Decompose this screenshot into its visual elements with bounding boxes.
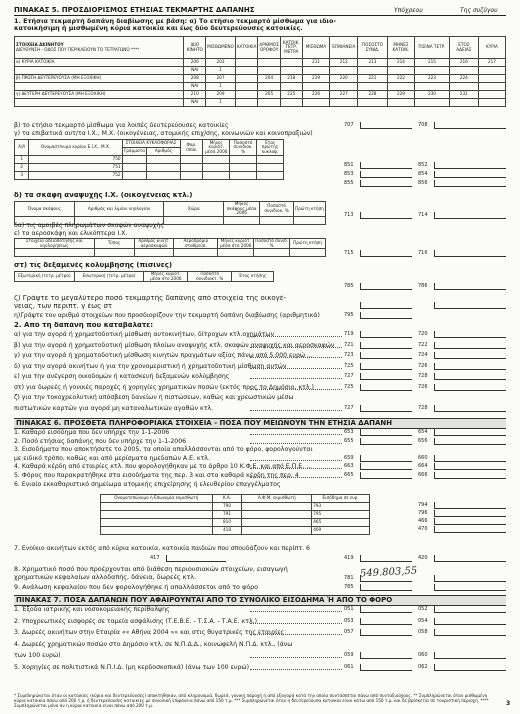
leader-dots	[250, 463, 342, 469]
amount-field[interactable]	[166, 555, 226, 562]
amount-field[interactable]	[434, 472, 506, 479]
pools-table	[14, 271, 274, 282]
code-cell: 224	[449, 75, 478, 83]
code-cell: 213	[358, 59, 388, 67]
code-label: 664	[418, 463, 428, 470]
cars-col-share: Ποσοστό συνιδιοκ. %	[230, 140, 257, 156]
code-label: 053	[344, 617, 354, 624]
residence-table: ΣΤΟΙΧΕΙΑ ΑΚΙΝΗΤΟΥ ΔΙΕΥΘΥΝΣΗ - ΟΔΟΣ ΠΟΥ ΠΕΡΙΚΛΕΙΟΥΝ ΤΟ ΤΕΤΡΑΓΩΝΟ **** ΙΔΙΟ ΚΙΝΗΤΟ ΜΙΣΘΩΜΕΝΟ ΚΑΤΟΙΚΙΑ ΑΡΙΘΜΟΣ ΟΡΟΦΟΥ ΚΑΤΟΙΚ. ΤΕΤΡ. ΜΕΤΡΑ ΜΙΣΘΩΜΑ ΕΠΙΦΑΝΕΙΑ ΠΟΣΟΣΤΟ ΣΥΝΙΔ. ΜΗΝΕΣ ΚΑΤΟΙΚ. ΠΙΣΙΝΑ ΤΕΤΡ. ΕΤΟΣ ΑΔΕΙΑΣ ΚΥΡΙΑ α) ΚΥΡΙΑ ΚΑΤΟΙΚΙΑ 206 203 211 212 213 214 215 216 217 NAI 1 β) ΠΡΩΤΗ ΔΕΥΤΕΡΕΥΟΥΣΑ (ΜΗ ΕΞΟΧΙΚΗ) 208 207 204 218 219 220 221 222 223 224 NAI 1 γ) ΔΕΥΤΕΡΗ ΔΕΥΤΕΡΕΥΟΥΣΑ (ΜΗ ΕΞΟΧΙΚΗ) 210 209 205 225 226 227 228 229 230 231 NAI 1	[14, 36, 506, 107]
aircraft-col-airport: Αεροδρόμιο σταθμεύσ.	[174, 239, 218, 249]
amount-field[interactable]	[360, 664, 412, 671]
code-cell: 230	[415, 91, 450, 99]
count-cell: 1	[206, 67, 236, 75]
column-spouse: Της συζύγου	[460, 7, 498, 14]
car-row-code: 750	[29, 156, 122, 164]
code-label: 853	[344, 171, 354, 177]
code-label: 054	[418, 617, 428, 624]
cars-col-year: Έτος πρώτης κυκλοφ.	[257, 140, 284, 156]
leader-dots	[250, 352, 342, 358]
amount-field[interactable]	[360, 405, 412, 412]
amount-field[interactable]	[434, 373, 506, 380]
code-label: 785	[344, 283, 354, 289]
lessor-ka-cell: 790	[212, 503, 242, 511]
amount-field[interactable]	[434, 342, 506, 349]
amount-field[interactable]	[360, 373, 412, 380]
amount-field[interactable]	[360, 122, 412, 129]
amount-field[interactable]	[360, 342, 412, 349]
code-cell: 231	[449, 91, 478, 99]
car-row-code: 752	[29, 172, 122, 180]
aircraft-col-engines: Αριθμός κινητ. αεροσκαφών	[134, 239, 174, 249]
table5-header	[14, 6, 506, 16]
code-label: 794	[418, 502, 428, 508]
code-label: 714	[418, 212, 428, 218]
code-label: 716	[418, 250, 428, 256]
s1h-line: η)Γράψτε τον αριθμό στοιχείων που προσδιορίζουν την τεκμαρτή δαπάνη διαβίωσης (αριθμητικά)	[14, 312, 320, 319]
item-text: των 100 ευρώ)	[14, 652, 61, 659]
amount-field[interactable]	[360, 629, 412, 636]
item-text: με ειδικό τρόπο, καθώς και από μερίσματα ημεδαπών Α.Ε. κτλ.	[14, 454, 210, 462]
code-label: 057	[344, 629, 354, 635]
leader-dots	[250, 472, 342, 478]
code-label: 659	[344, 454, 354, 461]
code-label: 061	[344, 663, 354, 670]
residence-table-header	[15, 37, 184, 59]
residence-row-label: β) ΠΡΩΤΗ ΔΕΥΤΕΡΕΥΟΥΣΑ (ΜΗ ΕΞΟΧΙΚΗ)	[15, 75, 184, 83]
code-cell: 219	[302, 75, 330, 83]
code-cell: 223	[415, 75, 450, 83]
s1d-line: δ) τα σκάφη αναψυχής Ι.Χ. (οικογένειας κτλ.)	[14, 192, 193, 199]
code-label: 058	[418, 629, 428, 635]
leader-dots	[250, 363, 342, 369]
code-label: 420	[418, 555, 428, 561]
leader-dots	[250, 429, 342, 435]
code-label: 660	[418, 454, 428, 461]
code-label: 655	[344, 437, 354, 444]
code-cell: 217	[478, 59, 505, 67]
section1-intro	[14, 18, 506, 33]
amount-field[interactable]	[434, 629, 506, 636]
code-cell: 209	[206, 91, 236, 99]
section1-line1: 1. Ετήσια τεκμαρτή δαπάνη διαβίωσης με βάση: α) Το ετήσιο τεκμαρτό μίσθωμα για ιδιο-	[14, 17, 337, 25]
code-label: 727	[344, 373, 354, 379]
amount-field[interactable]	[434, 555, 506, 562]
leader-dots	[250, 373, 342, 379]
code-label: 666	[418, 472, 428, 478]
code-label: 707	[344, 122, 354, 128]
t6-item8a: 8. Χρηματικό ποσό που προέρχονται από διάθεση περιουσιακών στοιχείων, εισαγωγή	[14, 566, 288, 573]
aircraft-col-license: Στοιχεία αδειοδότησης και νηολογήσεως	[15, 239, 95, 249]
amount-field[interactable]	[360, 352, 412, 359]
item-text: δ) για την αγορά ακινήτων ή για την χρονομεριστική ή χρηματοδοτική μίσθωση αυτών	[14, 362, 287, 370]
cars-col-letters: Γράμματα	[122, 148, 147, 156]
aircraft-col-type: Τύπος	[94, 239, 134, 249]
amount-field[interactable]	[434, 331, 506, 338]
code-label: 719	[344, 331, 354, 337]
code-cell: 204	[258, 75, 280, 83]
code-label: 721	[344, 341, 354, 348]
leader-dots	[250, 652, 342, 658]
cars-col-owner: Ονομαστ/νυμο κυρίου Ε.Ι.Χ., Μ.Χ.	[29, 140, 122, 156]
yes-cell: NAI	[184, 83, 206, 91]
code-cell: 212	[330, 59, 358, 67]
page-number: 3	[506, 700, 511, 707]
code-label: 466	[418, 518, 428, 524]
amount-field[interactable]	[434, 352, 506, 359]
yes-cell: NAI	[184, 67, 206, 75]
amount-field[interactable]	[360, 162, 412, 169]
boats-col-country: Χώρα	[164, 202, 224, 217]
leader-dots	[250, 664, 342, 670]
code-label: 052	[418, 606, 428, 612]
amount-field[interactable]	[360, 463, 412, 470]
amount-field[interactable]	[434, 463, 506, 470]
pools-col-year: Έτος κτήσης	[232, 272, 274, 282]
code-cell: 226	[302, 91, 330, 99]
amount-field[interactable]	[434, 384, 506, 391]
s1z-line2: νειας, των περιπτ. γ έως στ	[14, 303, 113, 310]
s1z-line1: ζ) Γράψτε το μεγαλύτερο ποσό τεκμαρτής δαπάνης από στοιχεία της οικογέ-	[14, 295, 287, 302]
amount-field[interactable]	[360, 302, 412, 309]
table6-title: ΠΙΝΑΚΑΣ 6. ΠΡΟΣΘΕΤΑ ΠΛΗΡΟΦΟΡΙΑΚΑ ΣΤΟΙΧΕΙΑ - ΠΟΣΑ ΠΟΥ ΜΕΙΩΝΟΥΝ ΤΗΝ ΕΤΗΣΙΑ ΔΑΠΑΝΗ	[14, 418, 506, 429]
amount-field[interactable]	[360, 171, 412, 178]
code-cell: 222	[387, 75, 414, 83]
leader-dots	[250, 342, 342, 348]
amount-field[interactable]	[360, 438, 412, 445]
code-label: 785	[344, 584, 354, 590]
code-cell: 218	[280, 75, 302, 83]
item-text: 4. Δωρεές χρηματικών ποσών στο Δημόσιο κτλ, σε Ν.Π.Δ.Δ., κοινωφελή Ν.Π.Δ. κτλ., (άνω	[14, 640, 293, 648]
lessor-table	[100, 494, 370, 535]
residence-header-title: ΣΤΟΙΧΕΙΑ ΑΚΙΝΗΤΟΥ	[16, 41, 64, 47]
code-label: 727	[344, 404, 354, 411]
amount-field[interactable]	[434, 510, 506, 517]
code-label: 795	[344, 312, 354, 318]
item-text: 3. Εισοδήματα που αποκτήσατε το 2005, τα οποία απαλλάσσονται από το φόρο, φορολογούνται	[14, 446, 313, 454]
amount-field[interactable]	[434, 438, 506, 445]
amount-field[interactable]	[434, 162, 506, 169]
leader-dots	[250, 438, 342, 444]
pools-col-indoor: Εσωτερική (τετρ. μέτρα)	[74, 272, 144, 282]
lessor-col-name: Ονοματεπώνυμο ή Επωνυμία εκμισθωτή	[101, 495, 213, 503]
amount-field[interactable]	[434, 518, 506, 525]
code-label: 726	[418, 362, 428, 369]
amount-field[interactable]	[434, 122, 506, 129]
amount-field[interactable]	[434, 575, 506, 582]
amount-field[interactable]	[360, 363, 412, 370]
code-label: 663	[344, 463, 354, 470]
table5-title: ΠΙΝΑΚΑΣ 5. ΠΡΟΣΔΙΟΡΙΣΜΟΣ ΕΤΗΣΙΑΣ ΤΕΚΜΑΡΤΗΣ ΔΑΠΑΝΗΣ	[14, 6, 255, 14]
item-text: πιστωτικών καρτών για αγορά μη καταναλωτικών αγαθών κτλ.	[14, 404, 214, 412]
leader-dots	[250, 405, 342, 411]
amount-field[interactable]	[360, 331, 412, 338]
code-label: 725	[344, 383, 354, 390]
code-label: 656	[418, 437, 428, 444]
code-cell: 229	[387, 91, 414, 99]
code-cell: 221	[358, 75, 388, 83]
amount-field[interactable]	[434, 618, 506, 625]
code-cell: 793	[312, 503, 370, 511]
code-cell: 203	[206, 59, 236, 67]
amount-field[interactable]	[360, 555, 412, 562]
code-label: 855	[344, 180, 354, 186]
leader-dots	[250, 606, 342, 612]
amount-field[interactable]	[434, 429, 506, 436]
code-label: 722	[418, 341, 428, 348]
item-text: 1. Καθαρό εισόδημα που δεν υπήρχε την 1-1-2006	[14, 429, 170, 436]
amount-field[interactable]	[360, 606, 412, 613]
cars-col-aa: Α/Α	[15, 140, 29, 156]
item-text: 1. Έξοδα ιατρικής και νοσοκομειακής περίθαλψης	[14, 606, 170, 613]
lessor-ka-cell: 791	[212, 511, 242, 519]
amount-field[interactable]	[360, 250, 412, 257]
code-label: 786	[418, 283, 428, 289]
code-label: 060	[418, 652, 428, 658]
code-label: 852	[418, 162, 428, 168]
cars-table: Α/Α Ονομαστ/νυμο κυρίου Ε.Ι.Χ., Μ.Χ. ΣΤΟΙΧΕΙΑ ΚΥΚΛΟΦΟΡΙΑΣ Φορ. ίπποι Μήνες κυριότ. μέσα 2006 Ποσοστό συνιδιοκ. % Έτος πρώτης κυκλοφ. Γράμματα Αριθμός 1 750 2 751 3 752	[14, 139, 284, 180]
code-label: 728	[418, 373, 428, 379]
amount-field[interactable]	[360, 652, 412, 659]
s1da-line: δα) τις αμοιβές πληρωμάτων σκαφών αναψυχής	[14, 222, 164, 229]
amount-field[interactable]	[360, 429, 412, 436]
amount-field[interactable]	[360, 283, 412, 290]
amount-field[interactable]	[360, 384, 412, 391]
section1-line2: κατοικήσιμη ή μισθωμένη κύρια κατοικία και έως δύο δευτερεύουσες κατοικίες.	[14, 24, 303, 33]
aircraft-table	[14, 238, 326, 257]
amount-field[interactable]	[360, 180, 412, 187]
code-cell: 227	[330, 91, 358, 99]
item-text: στ) για δωρεές ή γονικές παροχές ή χορηγίες χρηματικών ποσών (εκτός προς το Δημόσιο, κτλ.)	[14, 383, 314, 391]
item-text: 5. Φόρος που παρακρατήθηκε στα εισοδήματα της περ. 3 και στα καθαρά κέρδη της περ. 4	[14, 472, 299, 479]
residence-row-label: α) ΚΥΡΙΑ ΚΑΤΟΙΚΙΑ	[15, 59, 184, 67]
code-label: 653	[344, 429, 354, 435]
lessor-col-income: Εισόδημα σε ευρ.	[312, 495, 370, 503]
code-label: 728	[418, 404, 428, 411]
code-label: 854	[418, 171, 428, 177]
amount-field[interactable]	[434, 526, 506, 533]
lessor-ka-cell: 418	[212, 527, 242, 535]
t6-item7: 7. Ενοίκιο ακινήτων εκτός από κύρια κατοικία, κατοικία παιδιών που σπουδάζουν και περίπτ. 6	[14, 545, 310, 552]
code-label: 665	[344, 472, 354, 478]
amount-field[interactable]	[434, 363, 506, 370]
code-cell: 208	[184, 75, 206, 83]
boats-col-length: Μήκος σκάφους μέσα 2006	[224, 202, 260, 217]
cars-col-months: Μήνες κυριότ. μέσα 2006	[203, 140, 230, 156]
amount-field[interactable]	[360, 618, 412, 625]
leader-dots	[250, 618, 342, 624]
code-cell: 465	[312, 519, 370, 527]
code-cell: 215	[415, 59, 450, 67]
code-cell: 206	[184, 59, 206, 67]
amount-field[interactable]	[360, 212, 412, 219]
amount-field[interactable]	[434, 405, 506, 412]
lessor-col-afm: Α.Φ.Μ. εκμισθωτή	[242, 495, 312, 503]
code-label: 051	[344, 606, 354, 612]
code-label: 781	[344, 575, 354, 581]
leader-dots	[250, 629, 342, 635]
code-cell: 211	[302, 59, 330, 67]
amount-field[interactable]	[360, 472, 412, 479]
s1g-line: γ) τα επιβατικά αυτ/τα Ι.Χ., Μ.Χ. (οικογένειας, ατομικής επιχ/σης, κοινωνιών και κοινοπραξιών)	[14, 130, 313, 137]
s1b-line: β) το ετήσιο τεκμαρτό μίσθωμα για λοιπές δευτερεύουσες κατοικίες	[14, 122, 229, 129]
cars-col-registration: ΣΤΟΙΧΕΙΑ ΚΥΚΛΟΦΟΡΙΑΣ	[122, 140, 180, 148]
aircraft-col-acquired: Πρώτη κτήση	[290, 239, 326, 249]
boats-col-share: Ποσοστό συνιδιοκ. %	[260, 202, 294, 217]
item-text: γ) για την αγορά ή χρηματοδοτική μίσθωση κινητών πραγμάτων αξίας πάνω από 5.000 ευρώ ...	[14, 352, 313, 359]
code-label: 725	[344, 362, 354, 369]
t6-item8b: χρηματικών κεφαλαίων αλλοδαπής, δάνεια, δωρεές κτλ.	[14, 574, 197, 581]
cars-col-hp: Φορ. ίπποι	[180, 140, 203, 156]
item-text: ε) για την ανέγερση οικοδομών ή κατασκευή δεξαμενών κολύμβησης	[14, 373, 230, 380]
code-label: 851	[344, 162, 354, 168]
item-text: α) για την αγορά ή χρηματοδοτική μίσθωση αυτοκινήτων, δίτροχων κτλ.οχημάτων	[14, 331, 275, 338]
leader-dots	[250, 455, 342, 461]
residence-row-label: γ) ΔΕΥΤΕΡΗ ΔΕΥΤΕΡΕΥΟΥΣΑ (ΜΗ ΕΞΟΧΙΚΗ)	[15, 91, 184, 99]
code-label: 419	[344, 555, 354, 561]
amount-field[interactable]	[434, 584, 506, 591]
amount-field[interactable]	[434, 171, 506, 178]
amount-field[interactable]	[360, 584, 412, 591]
column-taxpayer: Υπόχρεου	[394, 7, 423, 14]
leader-dots	[250, 331, 342, 337]
amount-field[interactable]	[434, 606, 506, 613]
amount-field[interactable]	[434, 250, 506, 257]
t6-item9: 9. Ανάλωση κεφαλαίου που δεν φορολογήθηκε ή απαλλάσσεται από το φόρο	[14, 584, 259, 591]
s1st-line: στ) τις δεξαμενές κολύμβησης (πισίνες)	[14, 262, 173, 269]
code-cell: 216	[449, 59, 478, 67]
boats-col-name: Όνομα σκάφους	[15, 202, 75, 217]
code-label: 708	[418, 122, 428, 128]
count-cell: 1	[206, 99, 236, 107]
code-cell: 225	[280, 91, 302, 99]
code-cell: 469	[312, 527, 370, 535]
pools-col-outdoor: Εξωτερική (τετρ. μέτρα)	[15, 272, 75, 282]
count-cell: 1	[206, 83, 236, 91]
footnote: * Συμπληρώνεται όταν οι κατοικίες (κύρια και δευτερεύουσες) αποκτήθηκαν, από κληρονομιά, δωρεά, γονική παροχή ή από εξαγορά κατά την οποία συντάσσεται πάνω από συνταξιούχους. ** Συμπληρώνεται όταν μισθωμένη κύρια κατοικία πάνω από 200 τ.μ. ή δευτερεύουσες κατοικίες με συνολική επιφάνεια πάνω από 150 τ.μ. *** Συμπληρώνεται όταν η δευτερεύουσα κατοικία είναι κάτω από 150 τ.μ. και δε βρίσκεται σε τουριστική περιοχή. **** Συμπληρώνεται μόνο αν η κύρια κατοικία είναι πάνω από 200 τ.μ.	[14, 693, 489, 708]
amount-field[interactable]	[434, 212, 506, 219]
aircraft-col-months: Μήνες κυριότ. μέσα στο 2006	[218, 239, 254, 249]
code-label: 715	[344, 250, 354, 256]
code-cell: 228	[358, 91, 388, 99]
car-row-code: 751	[29, 164, 122, 172]
amount-field[interactable]	[434, 664, 506, 671]
aircraft-col-share: Ποσοστό συνιδ. %	[255, 238, 288, 248]
table7-title: ΠΙΝΑΚΑΣ 7. ΠΟΣΑ ΔΑΠΑΝΩΝ ΠΟΥ ΑΦΑΙΡΟΥΝΤΑΙ ΑΠΟ ΤΟ ΣΥΝΟΛΙΚΟ ΕΙΣΟΔΗΜΑ Ή ΑΠΟ ΤΟ ΦΟΡΟ	[14, 595, 506, 606]
amount-field[interactable]	[434, 502, 506, 509]
amount-field[interactable]	[360, 312, 412, 319]
amount-field[interactable]	[434, 283, 506, 290]
item-text: 6. Ενιαίο εκκαθαριστικό σημείωμα ατομικής επιχείρησης ή ελευθερίου επαγγέλματος	[14, 480, 281, 488]
s1e-line: ε) τα αεροσκάφη και ελικόπτερα Ι.Χ.	[14, 230, 128, 237]
cars-col-number: Αριθμός	[147, 148, 180, 156]
code-cell: 205	[258, 91, 280, 99]
s2-title: 2. Από τη δαπάνη που καταβάλατε:	[14, 322, 153, 329]
code-label: 654	[418, 429, 428, 435]
code-label: 062	[418, 663, 428, 670]
item-text: β) για την αγορά ή χρηματοδοτική μίσθωση πλοίων αναψυχής κτλ. σκαφών αναψυχής και αεροσκαφών	[14, 341, 335, 349]
handwritten-amount: 549.803,55	[359, 565, 418, 580]
code-label: 059	[344, 652, 354, 658]
amount-field[interactable]	[434, 302, 506, 309]
item-text: 2. Υποχρεωτικές εισφορές σε ταμεία ασφάλισης (Τ.Ε.Β.Ε. - Τ.Σ.Α. - Τ.Α.Ε. κτλ.)	[14, 617, 257, 625]
item-text: ζ) για την τοκοχρεολυτική απόσβεση δανείων ή πιστώσεων, καθώς και χρεωστικών μέσω	[14, 394, 294, 401]
code-label: 724	[418, 352, 428, 358]
residence-header-address: ΔΙΕΥΘΥΝΣΗ - ΟΔΟΣ ΠΟΥ ΠΕΡΙΚΛΕΙΟΥΝ ΤΟ ΤΕΤΡΑΓΩΝΟ ****	[16, 46, 140, 52]
lessor-col-ka: Κ.Α.	[212, 495, 242, 503]
code-label: 470	[418, 526, 428, 532]
item-text: 5. Χορηγίες σε πολιτιστικά Ν.Π.Ι.Δ. (μη κερδοσκοπικά) (άνω των 100 ευρώ)	[14, 663, 250, 671]
pools-col-share: Ποσοστό συνιδιοκτ. %	[188, 272, 232, 282]
amount-field[interactable]	[360, 455, 412, 462]
leader-dots	[250, 384, 342, 390]
boats-col-register: Αριθμός και λιμάνι νηολογίου	[74, 202, 164, 217]
item-text: 3. Δωρεές ακινήτων στην Εταιρία «« Αθήνα 2004 »» και στις θυγατρικές της εταιρίες	[14, 629, 285, 636]
boats-col-acquired: Πρώτη κτήση	[294, 202, 326, 217]
item-text: 2. Ποσό ετήσιας δαπάνης που δεν υπήρχε την 1-1-2006	[14, 437, 187, 445]
code-cell: 220	[330, 75, 358, 83]
code-cell: 214	[387, 59, 414, 67]
amount-field[interactable]	[434, 180, 506, 187]
amount-field[interactable]	[434, 455, 506, 462]
code-label: 723	[344, 352, 354, 358]
code-label: 796	[418, 510, 428, 516]
code-cell: 795	[312, 511, 370, 519]
lessor-ka-cell: 810	[212, 519, 242, 527]
code-label: 713	[344, 212, 354, 218]
amount-field[interactable]	[434, 652, 506, 659]
code-label: 856	[418, 180, 428, 186]
code-label: 417	[150, 555, 160, 561]
code-label: 720	[418, 331, 428, 337]
yes-cell: NAI	[184, 99, 206, 107]
item-text: 4. Καθαρά κέρδη από εταιρίες κτλ. που φορολογήθηκαν με το άρθρο 10 Κ.Φ.Ε. και από Ε.Π.Ε. ...	[14, 463, 313, 471]
code-cell: 207	[206, 75, 236, 83]
code-label: 726	[418, 383, 428, 390]
code-cell: 210	[184, 91, 206, 99]
pools-col-months: Μήνες κυριότ. μέσα στο 2006	[144, 272, 188, 282]
